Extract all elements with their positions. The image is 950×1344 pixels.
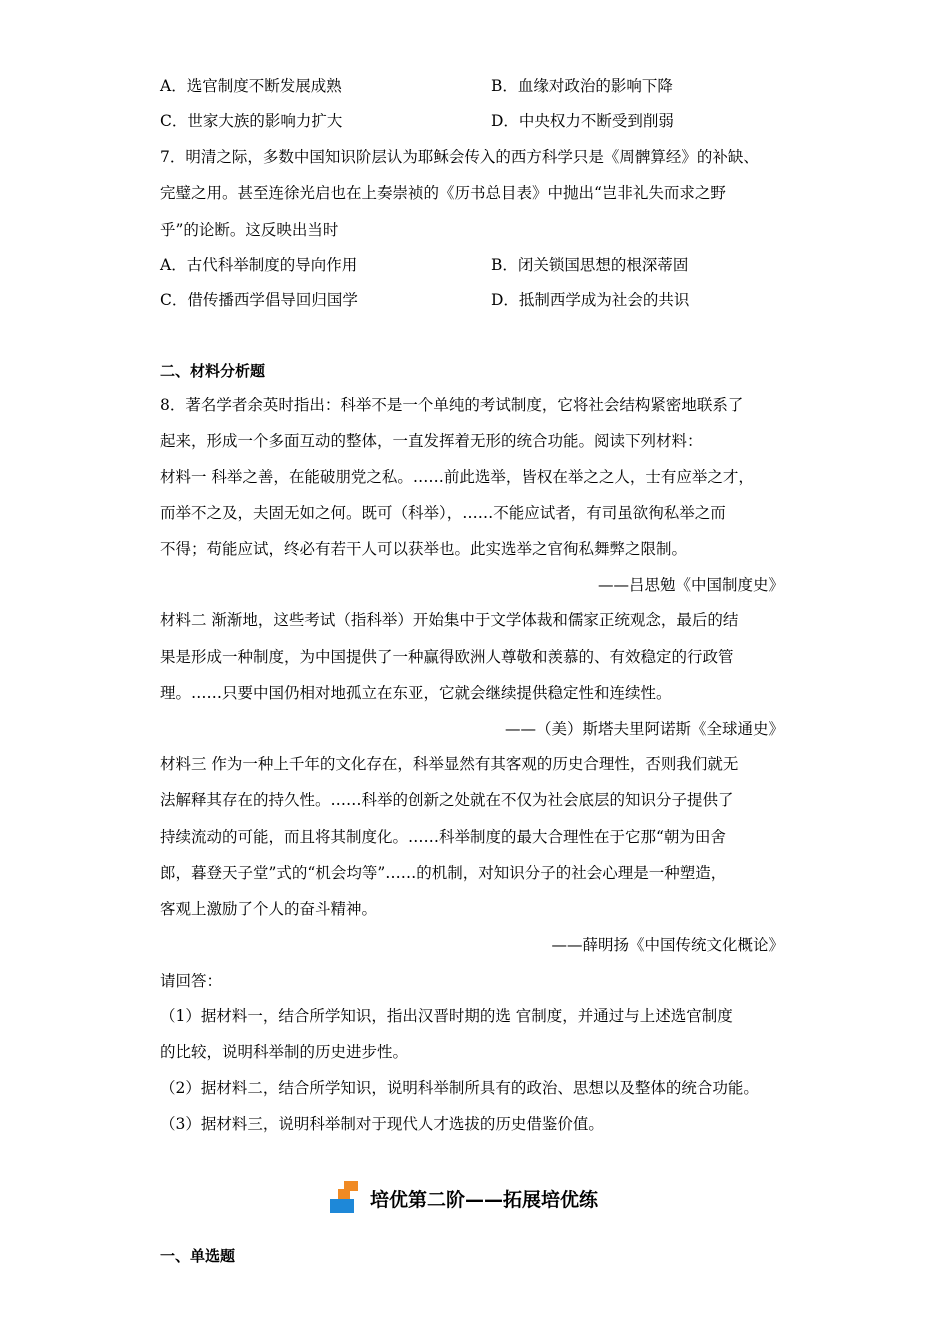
q7-option-a: A．古代科举制度的导向作用 — [160, 256, 358, 274]
q8-subquestion-1: （1）据材料一，结合所学知识，指出汉晋时期的选 官制度，并通过与上述选官制度 — [160, 1007, 733, 1025]
section-title-single-choice: 一、单选题 — [160, 1247, 236, 1265]
material-1-line: 而举不之及，夫固无如之何。既可（科举），……不能应试者，有司虽欲徇私举之而 — [160, 504, 726, 522]
q7-stem-line: 乎”的论断。这反映出当时 — [160, 221, 339, 239]
material-3-line: 持续流动的可能，而且将其制度化。……科举制度的最大合理性在于它那“朝为田舍 — [160, 828, 726, 846]
q7-stem-line: 完璧之用。甚至连徐光启也在上奏崇祯的《历书总目表》中抛出“岂非礼失而求之野 — [160, 184, 726, 202]
q7-stem-line: 7．明清之际，多数中国知识阶层认为耶稣会传入的西方科学只是《周髀算经》的补缺、 — [160, 148, 759, 166]
material-3-source: ——薛明扬《中国传统文化概论》 — [551, 936, 784, 954]
q6-option-c: C．世家大族的影响力扩大 — [160, 112, 343, 130]
material-2-source: ——（美）斯塔夫里阿诺斯《全球通史》 — [504, 720, 784, 738]
q6-option-a: A．选官制度不断发展成熟 — [160, 77, 342, 95]
material-1-source: ——吕思勉《中国制度史》 — [597, 576, 784, 594]
q8-subquestion-2: （2）据材料二，结合所学知识，说明科举制所具有的政治、思想以及整体的统合功能。 — [160, 1079, 759, 1097]
material-3-line: 法解释其存在的持久性。……科举的创新之处就在不仅为社会底层的知识分子提供了 — [160, 791, 734, 809]
q7-option-b: B．闭关锁国思想的根深蒂固 — [491, 256, 689, 274]
q6-option-d: D．中央权力不断受到削弱 — [491, 112, 674, 130]
material-1-line: 材料一 科举之善，在能破朋党之私。……前此选举，皆权在举之之人，士有应举之才， — [160, 468, 754, 486]
material-2-line: 果是形成一种制度，为中国提供了一种赢得欧洲人尊敬和羡慕的、有效稳定的行政管 — [160, 648, 734, 666]
material-2-line: 材料二 渐渐地，这些考试（指科举）开始集中于文学体裁和儒家正统观念，最后的结 — [160, 611, 739, 629]
q8-subquestion-3: （3）据材料三，说明科举制对于现代人才选拔的历史借鉴价值。 — [160, 1115, 604, 1133]
q7-option-c: C．借传播西学倡导回归国学 — [160, 291, 358, 309]
q7-option-d: D．抵制西学成为社会的共识 — [491, 291, 690, 309]
banner-title: 培优第二阶——拓展培优练 — [370, 1189, 599, 1211]
q8-subquestion-1-cont: 的比较，说明科举制的历史进步性。 — [160, 1043, 409, 1061]
material-2-line: 理。……只要中国仍相对地孤立在东亚，它就会继续提供稳定性和连续性。 — [160, 684, 672, 702]
material-3-line: 郎，暮登天子堂”式的“机会均等”……的机制，对知识分子的社会心理是一种塑造， — [160, 864, 727, 882]
material-1-line: 不得；苟能应试，终必有若干人可以获举也。此实选举之官徇私舞弊之限制。 — [160, 540, 688, 558]
material-3-line: 材料三 作为一种上千年的文化存在，科举显然有其客观的历史合理性，否则我们就无 — [160, 755, 739, 773]
stage-banner — [330, 1181, 650, 1215]
please-answer-label: 请回答： — [160, 972, 223, 990]
q8-intro-line: 8．著名学者余英时指出：科举不是一个单纯的考试制度，它将社会结构紧密地联系了 — [160, 396, 744, 414]
section-title-material-analysis: 二、材料分析题 — [160, 362, 266, 380]
q6-option-b: B．血缘对政治的影响下降 — [491, 77, 673, 95]
q8-intro-line: 起来，形成一个多面互动的整体，一直发挥着无形的统合功能。阅读下列材料： — [160, 432, 703, 450]
material-3-line: 客观上激励了个人的奋斗精神。 — [160, 900, 378, 918]
banner-logo-icon — [330, 1181, 366, 1215]
